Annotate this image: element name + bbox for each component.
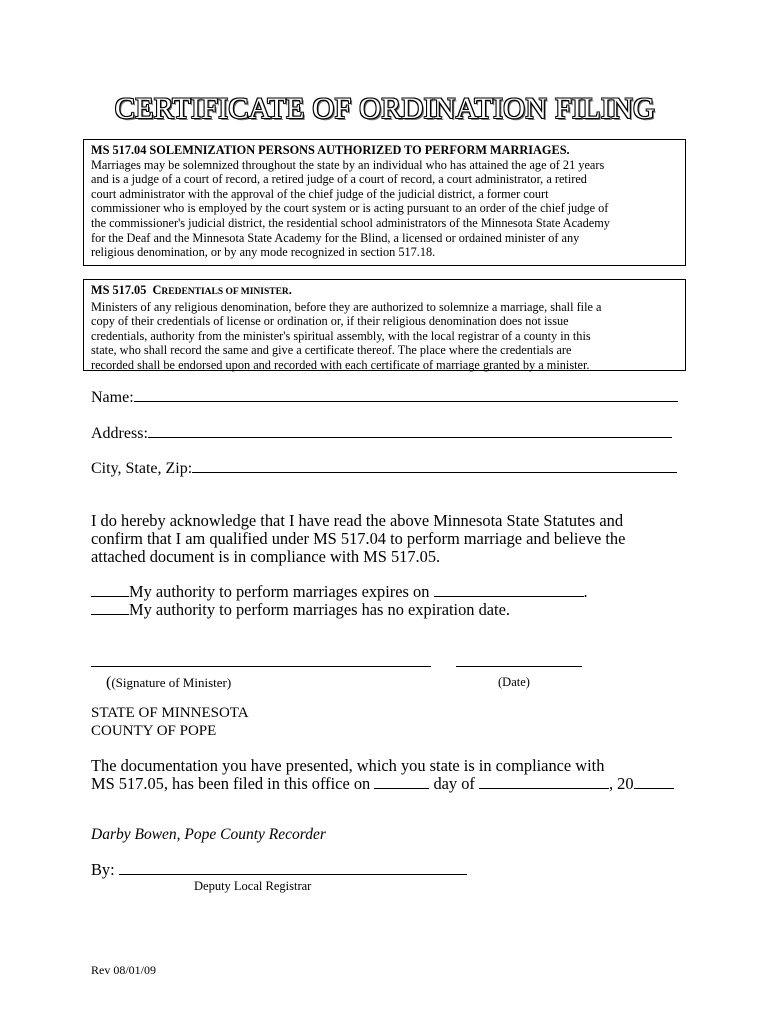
statute-line: state, who shall record the same and give a certificate thereof. The place where the credentials are [91,343,572,358]
statute-heading-517-05 [91,283,678,300]
name-field[interactable] [91,389,678,407]
county-recorder: Darby Bowen, Pope County Recorder [91,826,326,843]
minister-signature-line[interactable] [91,666,431,667]
statute-heading-text: REDENTIALS OF MINISTER [161,287,289,297]
filed-year-line[interactable] [634,776,674,789]
revision-date: Rev 08/01/09 [91,963,156,977]
expiration-date-line[interactable] [434,584,584,597]
acknowledgement-line: I do hereby acknowledge that I have read the above Minnesota State Statutes and [91,511,624,530]
deputy-registrar-label: Deputy Local Registrar [194,879,312,893]
statute-number: MS 517.05 [91,283,147,297]
jurisdiction [91,704,249,740]
acknowledgement-paragraph [91,512,625,566]
statute-box-517-04 [83,139,686,266]
name-label: Name: [91,389,134,406]
no-expiration-checkmark-line[interactable] [91,602,129,615]
state-name: STATE OF MINNESOTA [91,705,249,721]
address-label: Address: [91,425,148,442]
statute-line: for the Deaf and the Minnesota State Academy for the Blind, a licensed or ordained minister of any [91,230,580,245]
filed-month-line[interactable] [479,776,609,789]
statute-line: court administrator with the approval of the chief judge of the judicial district, a former court [91,186,549,201]
no-expiration-text: My authority to perform marriages has no expiration date. [129,600,510,619]
authority-no-expiration-option[interactable] [91,601,510,619]
city-state-zip-input-line[interactable] [192,460,677,473]
statute-line: Marriages may be solemnized throughout the state by an individual who has attained the age of 21 years [91,157,605,172]
statute-line: credentials, authority from the minister's spiritual assembly, with the local registrar of a county in this [91,328,591,343]
minister-signature-label: ((Signature of Minister) [106,674,232,691]
statute-line: religious denomination, or by any mode recognized in section 517.18. [91,245,436,260]
statute-line: commissioner who is employed by the court system or is acting pursuant to an order of the chief judge of [91,201,609,216]
expires-period: . [583,582,588,601]
address-field[interactable] [91,425,672,443]
statute-box-517-05 [83,279,686,371]
statute-line: Ministers of any religious denomination, before they are authorized to solemnize a marriage, shall file a [91,299,602,314]
signature-date-line[interactable] [456,666,582,667]
by-signature-line[interactable] [119,862,467,875]
expires-text: My authority to perform marriages expires on [129,582,430,601]
city-state-zip-field[interactable] [91,460,677,478]
filed-day-line[interactable] [374,776,429,789]
filing-statement [91,757,674,793]
by-field[interactable] [91,861,467,879]
by-label: By: [91,860,115,879]
address-input-line[interactable] [148,425,672,438]
expires-checkmark-line[interactable] [91,584,129,597]
filing-line-2: MS 517.05, has been filed in this office on day of , 20 [91,775,674,793]
acknowledgement-line: confirm that I am qualified under MS 517.04 to perform marriage and believe the [91,529,626,548]
statute-line: recorded shall be endorsed upon and recorded with each certificate of marriage granted by a minister. [91,357,590,372]
statute-heading-period: . [288,283,292,297]
page-title: CERTIFICATE OF ORDINATION FILING [114,92,656,125]
city-state-zip-label: City, State, Zip: [91,460,193,477]
statute-heading-initial: C [152,283,162,297]
name-input-line[interactable] [134,389,678,402]
authority-expires-option[interactable] [91,583,588,601]
statute-line: and is a judge of a court of record, a retired judge of a court of record, a court administrator, a retired [91,172,587,187]
date-label: (Date) [498,675,530,689]
statute-heading-517-04: MS 517.04 SOLEMNIZATION PERSONS AUTHORIZED TO PERFORM MARRIAGES. [91,143,570,157]
county-name: COUNTY OF POPE [91,723,217,739]
acknowledgement-line: attached document is in compliance with MS 517.05. [91,547,441,566]
statute-line: copy of their credentials of license or ordination or, if their religious denomination does not issue [91,314,569,329]
filing-line-1: The documentation you have presented, which you state is in compliance with [91,756,605,775]
statute-line: the commissioner's judicial district, the residential school administrators of the Minnesota State Academy [91,215,610,230]
